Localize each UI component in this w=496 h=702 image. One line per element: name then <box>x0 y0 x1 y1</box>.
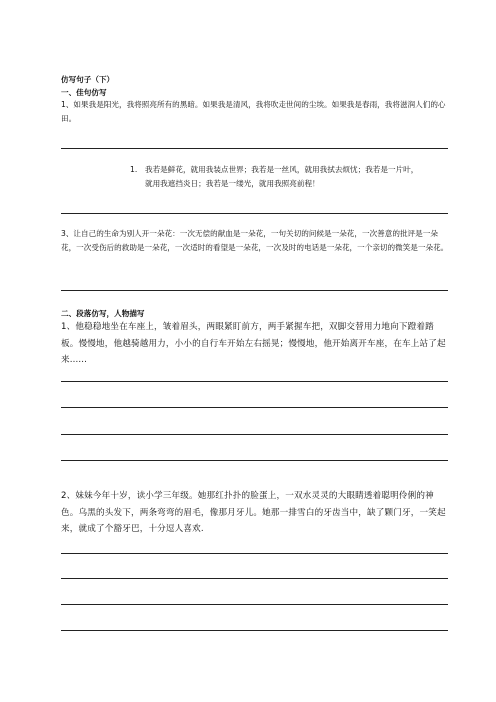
paragraph-2-text: 2、妹妹今年十岁，读小学三年级。她那红扑扑的脸蛋上，一双水灵灵的大眼睛透着聪明伶俐的神色。乌黑的头发下，两条弯弯的眉毛，像那月牙儿。她那一排雪白的牙齿当中，缺了颗门牙，一笑起来，就成了个豁牙巴，十分逗人喜欢. <box>61 491 446 534</box>
paragraph-1-text: 1、他稳稳地坐在车座上，皱着眉头，两眼紧盯前方，两手紧握车把，双脚交替用力地向下蹬着踏板。慢慢地，他越骑越用力，小小的自行车开始左右摇晃；慢慢地，他开始离开车座，在车上站了起来...... <box>61 322 446 365</box>
question-2-line-1: 我若是鲜花，就用我装点世界；我若是一丝风，就用我拭去烦忧；我若是一片叶， <box>145 165 419 174</box>
answer-line <box>61 290 448 291</box>
answer-line <box>61 148 448 149</box>
answer-line <box>61 630 448 631</box>
section1-heading: 一、佳句仿写 <box>61 88 107 97</box>
question-2-line-2: 就用我遮挡炎日；我若是一缕光，就用我照亮前程！ <box>145 179 320 188</box>
question-2-number: 1. <box>130 165 138 174</box>
answer-line <box>61 553 448 554</box>
answer-line <box>61 407 448 408</box>
answer-line <box>61 213 448 214</box>
page-title: 仿写句子（下） <box>61 75 115 84</box>
section2-heading: 二、段落仿写，人物描写 <box>61 309 145 318</box>
question-1-text: 1、如果我是阳光，我将照亮所有的黑暗。如果我是清风，我将吹走世间的尘埃。如果我是春雨，我将滋润人们的心田。 <box>61 100 446 123</box>
question-3-text: 3、让自己的生命为别人开一朵花：一次无偿的献血是一朵花，一句关切的问候是一朵花，一次善意的批评是一朵花，一次受伤后的救助是一朵花，一次适时的看望是一朵花，一次及时的电话是一朵花，一个亲切的微笑是一朵花。 <box>61 229 449 252</box>
answer-line <box>61 460 448 461</box>
answer-line <box>61 578 448 579</box>
answer-line <box>61 604 448 605</box>
answer-line <box>61 381 448 382</box>
answer-line <box>61 434 448 435</box>
